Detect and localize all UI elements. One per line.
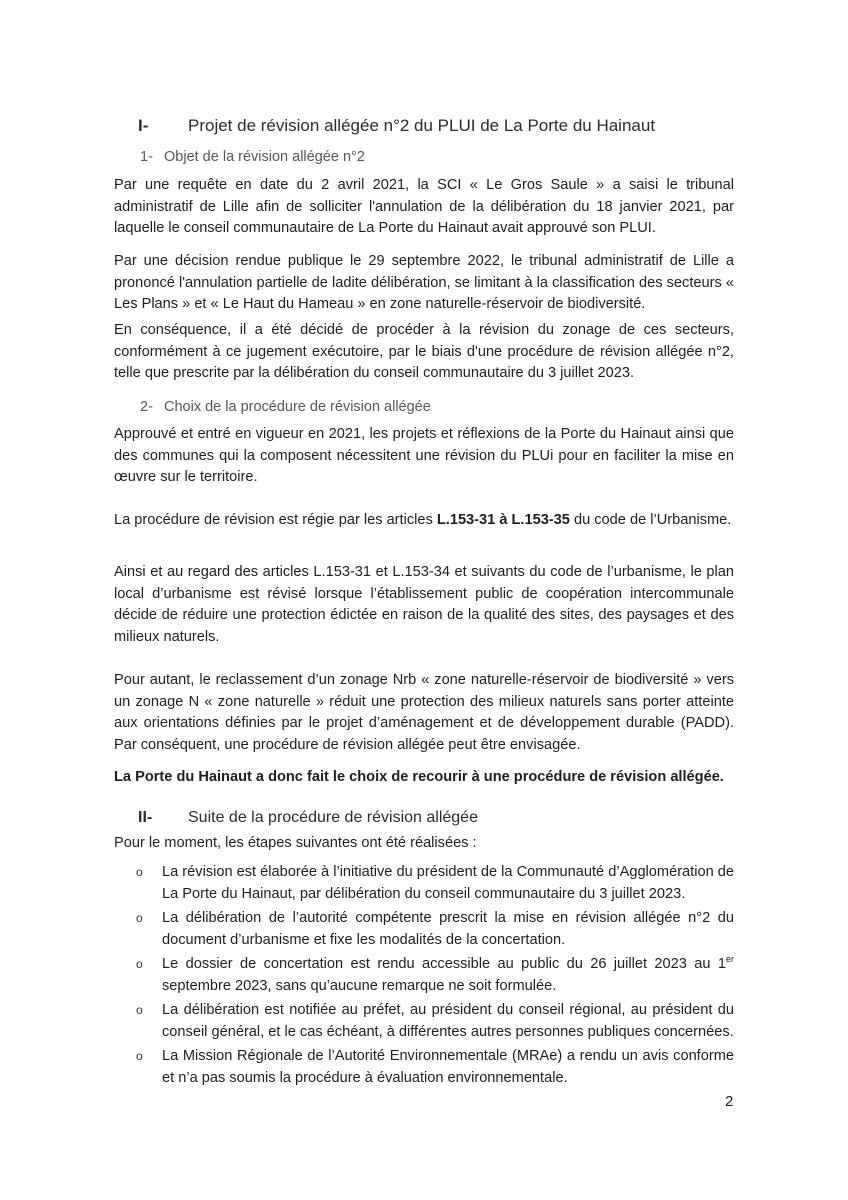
list-item [114,1000,734,1043]
subsection-1-title: Objet de la révision allégée n°2 [164,149,365,165]
bullet-icon: o [136,1003,143,1017]
section-1-number: I- [138,116,149,135]
list-item [114,954,734,997]
bullet-icon: o [136,865,143,879]
subsection-1-heading [140,149,365,165]
paragraph-articles-text: La procédure de révision est régie par les articles [114,512,437,528]
paragraph-consequence: En conséquence, il a été décidé de procéder à la révision du zonage de ces secteurs, conformément à ce jugement exécutoire, par le biais d'une procédure de révision allégée n°2, telle que prescrite par la délibération du conseil communautaire du 3 juillet 2023. [114,322,734,381]
articles-reference: L.153-31 à L.153-35 [436,512,570,528]
paragraph-approuve: Approuvé et entré en vigueur en 2021, les projets et réflexions de la Porte du Hainaut ainsi que des communes qui la composent nécessitent une révision du PLUi pour en faciliter la mise en œuvre sur le territoire. [114,426,734,485]
steps-list [114,862,734,1092]
section-1-heading [138,116,778,136]
list-item [114,908,734,951]
subsection-2-number: 2- [140,399,153,415]
paragraph-ainsi: Ainsi et au regard des articles L.153-31 et L.153-34 et suivants du code de l’urbanisme, le plan local d’urbanisme est révisé lorsque l’établissement public de coopération intercommunale décide de réduire une protection édictée en raison de la qualité des sites, des paysages et des milieux naturels. [114,564,734,645]
bullet-icon: o [136,911,143,925]
conclusion-statement: La Porte du Hainaut a donc fait le choix de recourir à une procédure de révision allégée. [114,769,724,785]
paragraph-decision: Par une décision rendue publique le 29 septembre 2022, le tribunal administratif de Lille a prononcé l'annulation partielle de ladite délibération, se limitant à la classification des secteurs « Les Plans » et « Le Haut du Hameau » en zone naturelle-réservoir de biodiversité. [114,253,734,312]
paragraph-articles-text-end: du code de l’Urbanisme. [569,512,732,528]
list-item-text: La délibération est notifiée au préfet, au président du conseil régional, au président du conseil général, et le cas échéant, à différentes autres personnes publiques concernées. [162,1002,734,1040]
page-number: 2 [725,1093,734,1110]
section-2-number: II- [138,809,153,826]
list-item-text: La révision est élaborée à l’initiative du président de la Communauté d’Agglomération de La Porte du Hainaut, par délibération du conseil communautaire du 3 juillet 2023. [162,864,734,902]
list-item [114,1046,734,1089]
section-2-title: Suite de la procédure de révision allégée [188,809,478,826]
subsection-2-heading [140,399,431,415]
list-item [114,862,734,905]
paragraph-articles [114,510,734,532]
bullet-icon: o [136,957,143,971]
list-item-text-end: septembre 2023, sans qu’aucune remarque ne soit formulée. [162,977,557,994]
paragraph-pour-autant: Pour autant, le reclassement d’un zonage Nrb « zone naturelle-réservoir de biodiversité » vers un zonage N « zone naturelle » réduit une protection des milieux naturels sans porter atteinte aux orientations définies par le projet d’aménagement et de développement durable (PADD). Par conséquent, une procédure de révision allégée peut être envisagée. [114,672,734,753]
bullet-icon: o [136,1049,143,1063]
section-2-heading [138,809,778,827]
subsection-1-number: 1- [140,149,153,165]
ordinal-superscript: er [725,954,734,965]
section-1-title: Projet de révision allégée n°2 du PLUI de La Porte du Hainaut [188,116,656,135]
list-item-text: La délibération de l’autorité compétente prescrit la mise en révision allégée n°2 du document d’urbanisme et fixe les modalités de la concertation. [162,910,734,948]
paragraph-requete: Par une requête en date du 2 avril 2021, la SCI « Le Gros Saule » a saisi le tribunal administratif de Lille afin de solliciter l'annulation de la délibération du 18 janvier 2021, par laquelle le conseil communautaire de La Porte du Hainaut avait approuvé son PLUI. [114,177,734,236]
list-item-text: La Mission Régionale de l’Autorité Environnementale (MRAe) a rendu un avis conforme et n’a pas soumis la procédure à évaluation environnementale. [162,1048,734,1086]
list-item-text: Le dossier de concertation est rendu accessible au public du 26 juillet 2023 au 1 [162,956,726,972]
subsection-2-title: Choix de la procédure de révision allégée [164,399,431,415]
section-2-intro: Pour le moment, les étapes suivantes ont été réalisées : [114,835,477,851]
